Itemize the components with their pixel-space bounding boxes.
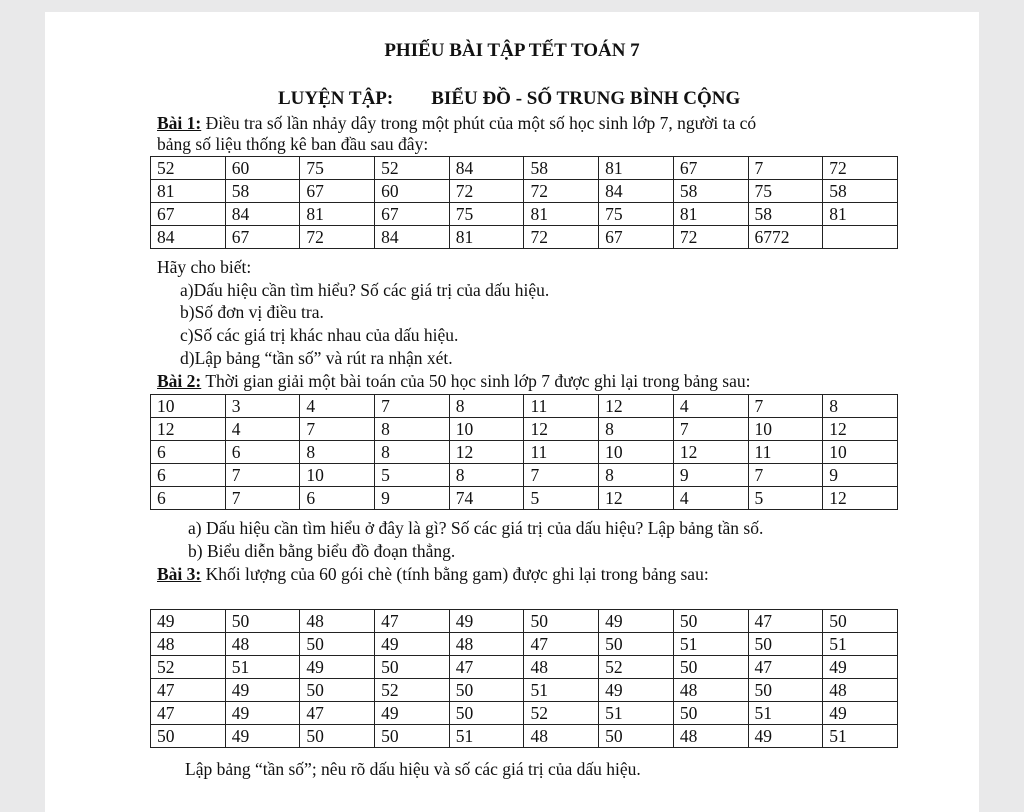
table-cell: 7 (748, 395, 823, 418)
table-cell: 51 (823, 725, 898, 748)
table-row (151, 441, 898, 464)
table-cell: 6772 (748, 226, 823, 249)
table-cell: 48 (673, 725, 748, 748)
table-cell: 5 (375, 464, 450, 487)
bai1-question-a: a)Dấu hiệu cần tìm hiểu? Số các giá trị của dấu hiệu. (180, 280, 550, 300)
table-cell: 52 (151, 656, 226, 679)
table-cell: 47 (524, 633, 599, 656)
table-cell: 7 (300, 418, 375, 441)
table-cell: 84 (449, 157, 524, 180)
table-cell: 11 (524, 441, 599, 464)
table-row (151, 610, 898, 633)
table-cell: 52 (375, 157, 450, 180)
subtitle-part1: LUYỆN TẬP: (278, 88, 394, 109)
table-cell: 7 (748, 464, 823, 487)
page-subtitle (278, 88, 740, 110)
table-cell: 12 (823, 487, 898, 510)
table-cell: 49 (375, 633, 450, 656)
table-cell: 74 (449, 487, 524, 510)
bai3-intro: Bài 3: Khối lượng của 60 gói chè (tính bằng gam) được ghi lại trong bảng sau: (157, 564, 709, 584)
table-cell: 8 (449, 464, 524, 487)
table-cell: 11 (524, 395, 599, 418)
table-cell: 6 (300, 487, 375, 510)
table-row (151, 203, 898, 226)
table-cell: 81 (524, 203, 599, 226)
table-row (151, 464, 898, 487)
table-cell: 84 (375, 226, 450, 249)
table-cell: 50 (375, 725, 450, 748)
table-cell: 49 (225, 702, 300, 725)
table-cell: 47 (748, 656, 823, 679)
bai2-question-a: a) Dấu hiệu cần tìm hiểu ở đây là gì? Số các giá trị của dấu hiệu? Lập bảng tần số. (188, 518, 764, 538)
table-cell: 52 (524, 702, 599, 725)
table-cell: 6 (151, 441, 226, 464)
table-cell: 58 (748, 203, 823, 226)
bai3-table (150, 609, 898, 748)
bai1-question-b: b)Số đơn vị điều tra. (180, 302, 324, 322)
table-cell: 12 (151, 418, 226, 441)
table-cell: 47 (449, 656, 524, 679)
table-cell: 8 (449, 395, 524, 418)
table-cell: 81 (151, 180, 226, 203)
table-cell: 5 (748, 487, 823, 510)
page-title: PHIẾU BÀI TẬP TẾT TOÁN 7 (384, 40, 640, 61)
subtitle-part2: BIỂU ĐỒ - SỐ TRUNG BÌNH CỘNG (431, 88, 741, 109)
table-cell: 58 (823, 180, 898, 203)
bai2-question-b: b) Biểu diễn bằng biểu đồ đoạn thẳng. (188, 541, 456, 561)
table-cell: 49 (225, 725, 300, 748)
table-cell: 8 (375, 441, 450, 464)
table-cell: 50 (673, 610, 748, 633)
table-cell: 60 (375, 180, 450, 203)
bai1-label: Bài 1: (157, 113, 202, 133)
table-cell: 9 (823, 464, 898, 487)
table-cell: 67 (599, 226, 674, 249)
table-cell: 8 (599, 464, 674, 487)
table-row (151, 226, 898, 249)
table-cell: 50 (524, 610, 599, 633)
bai1-intro-line1: Bài 1: Điều tra số lần nhảy dây trong một phút của một số học sinh lớp 7, người ta có (157, 113, 757, 133)
table-cell: 7 (225, 487, 300, 510)
table-row (151, 633, 898, 656)
table-cell: 67 (375, 203, 450, 226)
table-cell: 50 (673, 656, 748, 679)
bai1-table (150, 156, 898, 249)
table-cell: 58 (524, 157, 599, 180)
table-cell: 12 (524, 418, 599, 441)
table-cell: 50 (748, 633, 823, 656)
table-cell: 51 (599, 702, 674, 725)
table-cell: 72 (300, 226, 375, 249)
table-cell: 49 (300, 656, 375, 679)
table-cell: 84 (225, 203, 300, 226)
table-cell: 12 (823, 418, 898, 441)
table-cell: 52 (599, 656, 674, 679)
table-cell: 75 (748, 180, 823, 203)
table-cell: 60 (225, 157, 300, 180)
table-cell: 51 (225, 656, 300, 679)
table-cell: 48 (524, 656, 599, 679)
table-cell: 4 (673, 487, 748, 510)
bai1-intro-line2: bảng số liệu thống kê ban đầu sau đây: (157, 134, 429, 154)
table-cell: 52 (151, 157, 226, 180)
table-cell: 75 (599, 203, 674, 226)
table-cell: 12 (673, 441, 748, 464)
table-cell: 50 (673, 702, 748, 725)
table-cell: 72 (823, 157, 898, 180)
table-cell: 50 (300, 725, 375, 748)
table-cell: 51 (449, 725, 524, 748)
table-cell: 12 (449, 441, 524, 464)
table-cell: 47 (300, 702, 375, 725)
table-cell: 10 (823, 441, 898, 464)
bai3-task: Lập bảng “tần số”; nêu rõ dấu hiệu và số các giá trị của dấu hiệu. (185, 759, 641, 779)
table-cell: 9 (673, 464, 748, 487)
table-cell: 49 (225, 679, 300, 702)
table-cell: 58 (225, 180, 300, 203)
table-cell: 49 (375, 702, 450, 725)
table-cell: 8 (375, 418, 450, 441)
table-cell: 75 (449, 203, 524, 226)
table-cell: 51 (823, 633, 898, 656)
table-cell: 81 (673, 203, 748, 226)
table-cell: 48 (823, 679, 898, 702)
table-cell: 81 (823, 203, 898, 226)
table-cell: 48 (151, 633, 226, 656)
table-cell: 9 (375, 487, 450, 510)
table-cell: 49 (748, 725, 823, 748)
table-cell: 50 (375, 656, 450, 679)
table-cell: 11 (748, 441, 823, 464)
table-row (151, 180, 898, 203)
table-cell: 84 (151, 226, 226, 249)
table-cell: 8 (599, 418, 674, 441)
table-cell: 49 (151, 610, 226, 633)
table-cell: 50 (449, 702, 524, 725)
table-cell: 81 (599, 157, 674, 180)
table-cell: 10 (748, 418, 823, 441)
table-row (151, 395, 898, 418)
table-cell: 50 (823, 610, 898, 633)
table-cell: 4 (673, 395, 748, 418)
bai2-intro: Bài 2: Thời gian giải một bài toán của 50 học sinh lớp 7 được ghi lại trong bảng sau: (157, 371, 751, 391)
table-cell: 52 (375, 679, 450, 702)
table-cell: 67 (225, 226, 300, 249)
table-cell: 8 (300, 441, 375, 464)
table-cell: 48 (300, 610, 375, 633)
table-row (151, 702, 898, 725)
table-cell: 48 (225, 633, 300, 656)
table-row (151, 157, 898, 180)
table-row (151, 418, 898, 441)
table-row (151, 487, 898, 510)
table-cell: 7 (524, 464, 599, 487)
bai3-label: Bài 3: (157, 564, 202, 584)
table-cell: 49 (823, 702, 898, 725)
table-cell: 51 (748, 702, 823, 725)
table-cell: 7 (748, 157, 823, 180)
table-row (151, 656, 898, 679)
table-cell: 7 (375, 395, 450, 418)
table-row (151, 725, 898, 748)
table-cell: 47 (375, 610, 450, 633)
table-cell: 10 (151, 395, 226, 418)
table-cell: 12 (599, 395, 674, 418)
table-cell: 10 (449, 418, 524, 441)
table-cell: 48 (449, 633, 524, 656)
table-cell: 81 (300, 203, 375, 226)
table-cell: 3 (225, 395, 300, 418)
bai1-ask: Hãy cho biết: (157, 257, 252, 277)
table-cell: 67 (673, 157, 748, 180)
table-cell: 51 (524, 679, 599, 702)
bai1-question-c: c)Số các giá trị khác nhau của dấu hiệu. (180, 325, 459, 345)
table-cell: 12 (599, 487, 674, 510)
table-cell: 50 (599, 725, 674, 748)
table-cell: 6 (151, 487, 226, 510)
table-cell: 72 (524, 180, 599, 203)
table-cell: 8 (823, 395, 898, 418)
table-cell: 47 (151, 679, 226, 702)
table-cell: 4 (300, 395, 375, 418)
table-cell: 50 (300, 633, 375, 656)
table-cell: 50 (449, 679, 524, 702)
table-cell: 51 (673, 633, 748, 656)
table-cell: 7 (673, 418, 748, 441)
table-cell: 84 (599, 180, 674, 203)
table-cell: 7 (225, 464, 300, 487)
table-cell: 49 (599, 610, 674, 633)
bai1-question-d: d)Lập bảng “tần số” và rút ra nhận xét. (180, 348, 453, 368)
table-cell: 72 (449, 180, 524, 203)
bai2-label: Bài 2: (157, 371, 202, 391)
table-cell: 49 (599, 679, 674, 702)
table-cell: 49 (449, 610, 524, 633)
table-cell: 47 (151, 702, 226, 725)
table-cell: 67 (300, 180, 375, 203)
table-cell: 47 (748, 610, 823, 633)
table-row (151, 679, 898, 702)
table-cell: 72 (673, 226, 748, 249)
table-cell: 4 (225, 418, 300, 441)
table-cell: 48 (673, 679, 748, 702)
table-cell: 10 (300, 464, 375, 487)
table-cell: 50 (748, 679, 823, 702)
table-cell: 50 (151, 725, 226, 748)
table-cell: 81 (449, 226, 524, 249)
worksheet-page (45, 12, 979, 812)
table-cell: 6 (225, 441, 300, 464)
table-cell: 49 (823, 656, 898, 679)
table-cell: 5 (524, 487, 599, 510)
table-cell: 75 (300, 157, 375, 180)
table-cell: 48 (524, 725, 599, 748)
table-cell: 10 (599, 441, 674, 464)
bai2-table (150, 394, 898, 510)
table-cell (823, 226, 898, 249)
table-cell: 50 (225, 610, 300, 633)
table-cell: 6 (151, 464, 226, 487)
table-cell: 58 (673, 180, 748, 203)
table-cell: 72 (524, 226, 599, 249)
table-cell: 50 (599, 633, 674, 656)
table-cell: 67 (151, 203, 226, 226)
table-cell: 50 (300, 679, 375, 702)
